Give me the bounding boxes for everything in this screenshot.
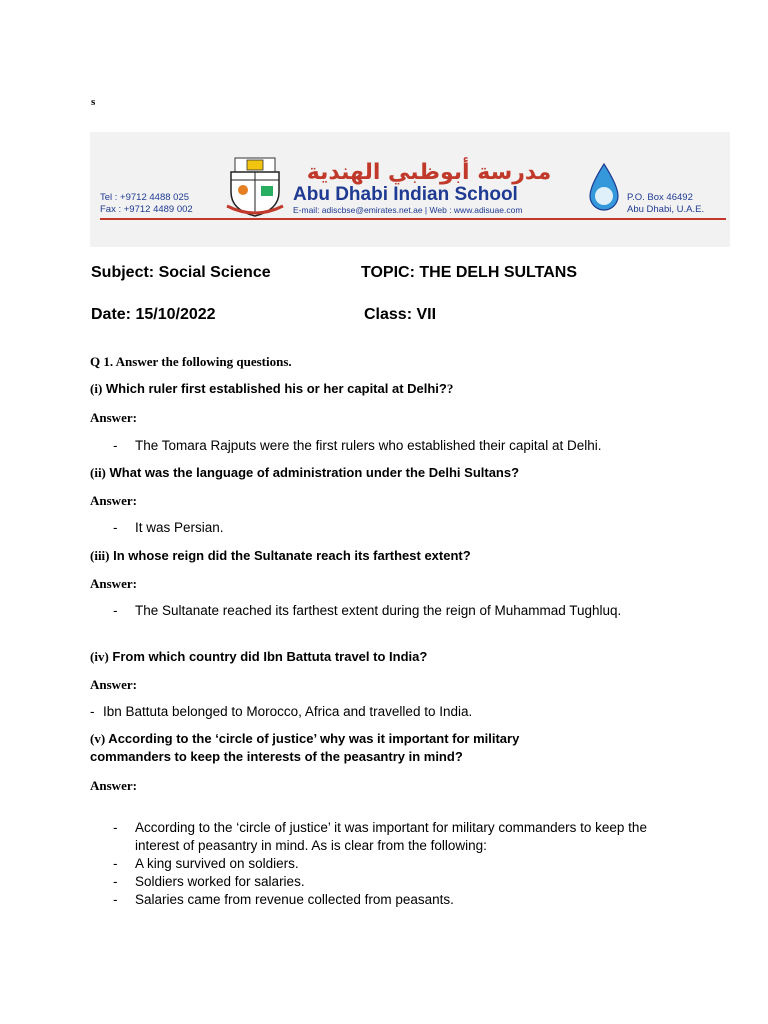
postal-address [627,192,704,216]
water-drop-logo-icon [586,162,622,214]
telephone: Tel : +9712 4488 025 [100,192,190,203]
instructions: Q 1. Answer the following questions. [90,354,292,369]
contact-phone [100,192,193,216]
letterhead-rule [100,218,726,220]
school-name: Abu Dhabi Indian School [293,184,518,205]
class-heading: Class: VII [364,306,437,323]
answer-label: Answer: [90,778,137,793]
subject-heading: Subject: Social Science [91,264,271,281]
question-3: (iii) In whose reign did the Sultanate reach its farthest extent? [90,548,471,563]
question-5-continued: commanders to keep the interests of the peasantry in mind? [90,749,463,764]
email-web: E-mail: adiscbse@emirates.net.ae | Web : www.adisuae.com [293,205,523,215]
answer-label: Answer: [90,410,137,425]
topic-heading: TOPIC: THE DELH SULTANS [361,264,577,281]
question-2: (ii) What was the language of administration under the Delhi Sultans? [90,465,520,480]
school-letterhead [90,132,730,247]
answer-label: Answer: [90,493,137,508]
stray-character: s [91,96,96,108]
answer-label: Answer: [90,677,137,692]
question-1: (i) Which ruler first established his or her capital at Delhi?? [90,381,454,396]
school-crest-icon [225,156,285,218]
school-name-arabic: مدرسة أبوظبي الهندية [306,160,552,185]
po-box: P.O. Box 46492 [627,192,693,203]
date-heading: Date: 15/10/2022 [91,306,216,323]
question-5: (v) According to the ‘circle of justice’ why was it important for military [90,731,520,746]
city: Abu Dhabi, U.A.E. [627,204,705,215]
fax: Fax : +9712 4489 002 [100,204,193,215]
question-4: (iv) From which country did Ibn Battuta travel to India? [90,649,428,664]
answer-label: Answer: [90,576,137,591]
